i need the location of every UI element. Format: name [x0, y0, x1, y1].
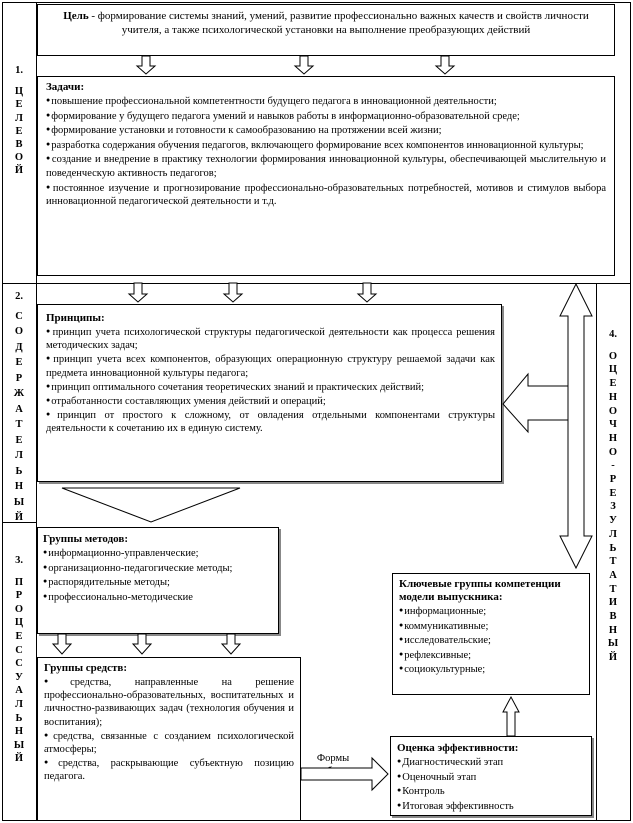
- arrow-down-6: [358, 283, 376, 302]
- task-item: ● разработка содержания обучения педагогов, включающего формирование всех компонентов инновационной культуры;: [46, 138, 606, 153]
- stage2-letter: Е: [15, 357, 23, 368]
- stage4-letter: З: [610, 501, 616, 513]
- stage3-letter: О: [14, 603, 24, 615]
- tasks-title: Задачи:: [46, 81, 85, 93]
- principle-item: ● принцип от простого к сложному, от овладения отдельными компонентами структуры деятельности к сочетанию их в единую систему.: [46, 408, 495, 435]
- stage1-letter: О: [14, 152, 24, 164]
- stage1-letter: Е: [15, 125, 23, 137]
- arrow-down-9: [222, 634, 240, 654]
- stage2-letter: А: [15, 403, 23, 415]
- stage4-letter: Е: [609, 487, 617, 499]
- method-item: ● организационно-педагогические методы;: [43, 561, 273, 576]
- stage2-number: 2.: [15, 291, 23, 302]
- task-item: ● постоянное изучение и прогнозирование профессионально-образовательных потребностей, мотивов и стимулов выбора инновационной педагогической деятельности и т.д.: [46, 181, 606, 209]
- principle-item: ● принцип учета всех компонентов, образующих операционную структуру решаемой задачи как предмета инновационной культуры педагога;: [46, 352, 495, 379]
- evaluation-item: ● Итоговая эффективность: [397, 799, 585, 814]
- principle-item: ● принцип учета психологической структуры педагогической деятельности как процесса решения методических задач;: [46, 325, 495, 352]
- arrow-to-evaluation: [301, 758, 388, 790]
- stage2-letter: Л: [15, 450, 23, 461]
- stage3-letter: А: [15, 685, 23, 697]
- competency-item: ● информационные;: [399, 604, 583, 619]
- stage1-letter: Л: [15, 112, 23, 124]
- stage3-letter: Ц: [14, 617, 24, 629]
- stage4-letter: Н: [608, 624, 618, 636]
- stage3-letter: Ь: [15, 712, 23, 724]
- stage2-letter: Д: [15, 341, 23, 353]
- stage1-letter: В: [15, 139, 23, 151]
- competency-item: ● исследовательские;: [399, 633, 583, 648]
- stage3-letter: Н: [14, 726, 24, 738]
- stage3-letter: У: [15, 671, 23, 683]
- principles-title: Принципы:: [46, 312, 105, 324]
- method-item: ● информационно-управленческие;: [43, 546, 273, 561]
- stage2-letter: Н: [14, 481, 24, 492]
- arrow-technologies: [62, 488, 240, 522]
- stage4-letter: Л: [609, 528, 617, 540]
- stage4-letter: Ц: [608, 364, 618, 376]
- stage3-number: 3.: [15, 555, 23, 566]
- stage4-letter: Ч: [609, 419, 617, 431]
- stage2-letter: Ь: [15, 465, 23, 477]
- arrow-down-7: [53, 634, 71, 654]
- task-item: ● формирование у будущего педагога умений и навыков работы в информационно-образовательной среде;: [46, 109, 606, 124]
- arrow-down-4: [129, 283, 147, 302]
- method-item: ● распорядительные методы;: [43, 575, 273, 590]
- stage3-letter: Е: [15, 630, 23, 642]
- stage4-letter: И: [608, 597, 618, 609]
- stage4-letter: О: [608, 350, 618, 362]
- stage2-letter: Р: [15, 372, 23, 384]
- stage4-letter: У: [609, 515, 617, 527]
- goal-text: - формирование системы знаний, умений, развитие профессионально важных качеств и свойств личности учителя, а также психологической установки на выполнение преобразующих действий: [88, 10, 589, 36]
- principle-item: ● принцип оптимального сочетания теоретических знаний и практических действий;: [46, 380, 495, 394]
- stage4-letter: Ь: [609, 542, 617, 554]
- competency-item: ● социокультурные;: [399, 662, 583, 677]
- stage3-letter: Й: [14, 753, 24, 765]
- stage4-letter: Н: [608, 391, 618, 403]
- stage2-letter: О: [14, 326, 24, 337]
- means-title: Группы средств:: [44, 662, 127, 674]
- stage4-letter: Н: [608, 432, 618, 444]
- means-item: ● средства, раскрывающие субъектную позицию педагога.: [44, 756, 294, 783]
- stage4-letter: Ы: [607, 638, 619, 650]
- means-item: ● средства, связанные с созданием психологической атмосферы;: [44, 729, 294, 756]
- stage3-letter: С: [15, 644, 23, 656]
- stage2-letter: Й: [14, 512, 24, 523]
- arrow-down-8: [133, 634, 151, 654]
- task-item: ● повышение профессиональной компетентности будущего педагога в инновационной деятельности;: [46, 94, 606, 109]
- stage4-letter: Т: [609, 556, 617, 568]
- arrow-down-2: [295, 56, 313, 74]
- stage2-letter: Ы: [13, 496, 25, 508]
- stage2-letter: С: [15, 310, 23, 322]
- arrow-factors: [560, 284, 592, 568]
- stage4-letter: Е: [609, 378, 617, 390]
- stage4-letter: Р: [609, 474, 617, 486]
- stage3-letter: П: [14, 576, 24, 588]
- stage2-letter: Т: [15, 419, 23, 430]
- stage4-number: 4.: [609, 329, 617, 340]
- stage1-letter: Е: [15, 99, 23, 111]
- evaluation-title: Оценка эффективности:: [397, 742, 519, 754]
- method-item: ● профессионально-методические: [43, 590, 273, 605]
- principle-item: ● отработанности составляющих умения действий и операций;: [46, 394, 495, 408]
- arrow-to-principles: [503, 374, 568, 432]
- stage1-letter: Й: [14, 165, 24, 177]
- means-item: ● средства, направленные на решение профессионально-образовательных, воспитательных и личностно-развивающих задач (технология обучения и воспитания);: [44, 675, 294, 729]
- stage3-letter: С: [15, 658, 23, 670]
- goal-label: Цель: [63, 10, 89, 22]
- stage3-letter: Ы: [13, 739, 25, 751]
- work-forms-line1: Формы: [316, 753, 350, 764]
- stage1-number: 1.: [15, 65, 23, 76]
- evaluation-item: ● Контроль: [397, 784, 585, 799]
- arrow-to-competencies: [503, 697, 519, 736]
- stage4-letter: Й: [608, 652, 618, 664]
- stage2-letter: Е: [15, 434, 23, 446]
- evaluation-item: ● Оценочный этап: [397, 770, 585, 785]
- stage1-letter: Ц: [14, 86, 24, 98]
- arrow-down-3: [436, 56, 454, 74]
- competency-item: ● коммуникативные;: [399, 619, 583, 634]
- stage3-letter: Л: [15, 698, 23, 710]
- methods-title: Группы методов:: [43, 533, 129, 545]
- arrow-down-5: [224, 283, 242, 302]
- stage4-letter: О: [608, 405, 618, 417]
- stage3-letter: Р: [15, 590, 23, 602]
- competencies-title: Ключевые группы компетенции модели выпускника:: [399, 578, 561, 603]
- task-item: ● создание и внедрение в практику технологии формирования инновационной культуры, обеспечивающей мыслительную и поведенческую активность педагогов;: [46, 152, 606, 180]
- evaluation-item: ● Диагностический этап: [397, 755, 585, 770]
- stage4-letter: А: [609, 569, 617, 581]
- task-item: ● формирование установки и готовности к самообразованию на протяжении всей жизни;: [46, 123, 606, 138]
- stage4-letter: -: [611, 460, 615, 472]
- competency-item: ● рефлексивные;: [399, 648, 583, 663]
- stage4-letter: В: [609, 611, 617, 623]
- stage4-letter: Т: [609, 583, 617, 595]
- arrow-down-1: [137, 56, 155, 74]
- stage4-letter: О: [608, 446, 618, 458]
- stage2-letter: Ж: [13, 388, 25, 399]
